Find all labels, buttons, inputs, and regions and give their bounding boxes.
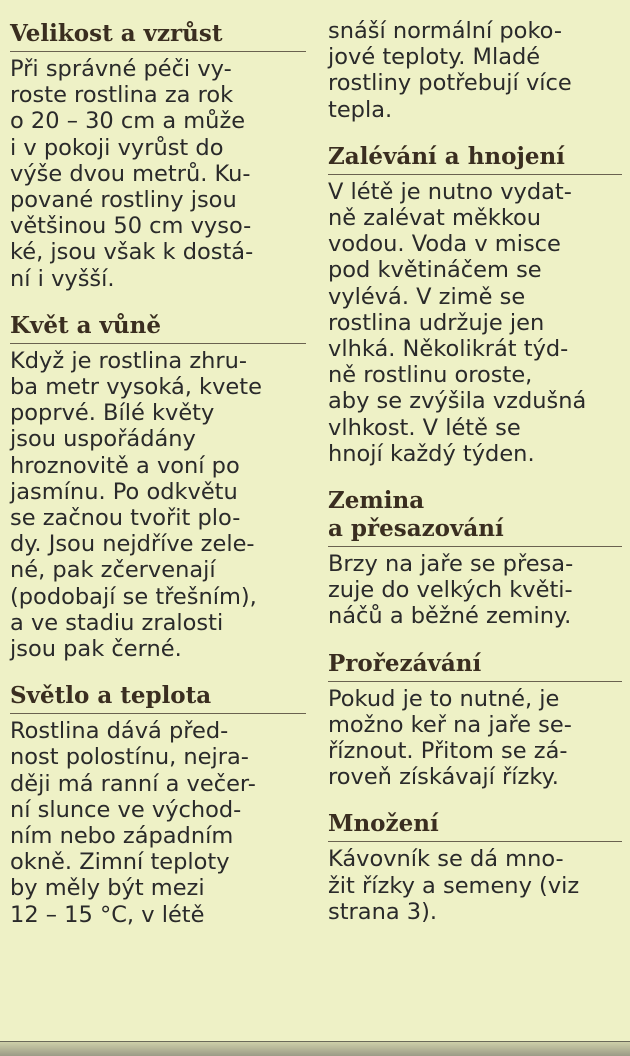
section-svetlo [10,682,306,928]
section-text: Pokud je to nutné, je možno keř na jaře se- říznout. Přitom se zá- roveň získávají řízky. [328,685,572,791]
section-heading: Květ a vůně [10,312,306,344]
section-text: Brzy na jaře se přesa- zuje do velkých květi- náčů a běžné zeminy. [328,551,574,630]
bottom-border [0,1041,630,1056]
section-heading: Světlo a teplota [10,682,306,714]
right-column [328,0,622,945]
section-text: snáší normální poko- jové teploty. Mladé rostliny potřebují více tepla. [328,18,572,123]
section-heading: Prořezávání [328,650,622,682]
section-text: Když je rostlina zhru- ba metr vysoká, kvete poprvé. Bílé květy jsou uspořádány hroznovitě a voní po jasmínu. Po odkvětu se začnou tvořit plo- dy. Jsou nejdříve zele- né, pak zčervenají (podobají se třešním), a ve stadiu zralosti jsou pak černé. [10,347,262,663]
left-column [10,0,306,948]
section-heading: Velikost a vzrůst [10,20,306,52]
section-heading: Množení [328,810,622,842]
section-prorezavani [328,650,622,791]
section-text: V létě je nutno vydat- ně zalévat měkkou vodou. Voda v misce pod květináčem se vylévá. V zimě se rostlina udržuje jen vlhká. Několikrát týd- ně rostlinu oroste, aby se zvýšila vzdušná vlhkost. V létě se hnojí každý týden. [328,178,587,467]
section-kvet [10,312,306,662]
section-text: Rostlina dává před- nost polostínu, nejra- ději má ranní a večer- ní slunce ve východ- ním nebo západním okně. Zimní teploty by měly být mezi 12 – 15 °C, v létě [10,718,256,928]
section-zemina [328,487,622,630]
section-mnozeni [328,810,622,925]
section-velikost [10,0,306,292]
section-heading: Zalévání a hnojení [328,143,622,175]
section-zalevani [328,143,622,467]
section-heading: Zemina a přesazování [328,487,622,547]
section-svetlo-continued [328,0,622,123]
section-text: Při správné péči vy- roste rostlina za rok o 20 – 30 cm a může i v pokoji vyrůst do výše dvou metrů. Ku- pované rostliny jsou většinou 50 cm vyso- ké, jsou však k dostá- ní i vyšší. [10,56,254,292]
section-text: Kávovník se dá mno- žit řízky a semeny (viz strana 3). [328,846,580,925]
